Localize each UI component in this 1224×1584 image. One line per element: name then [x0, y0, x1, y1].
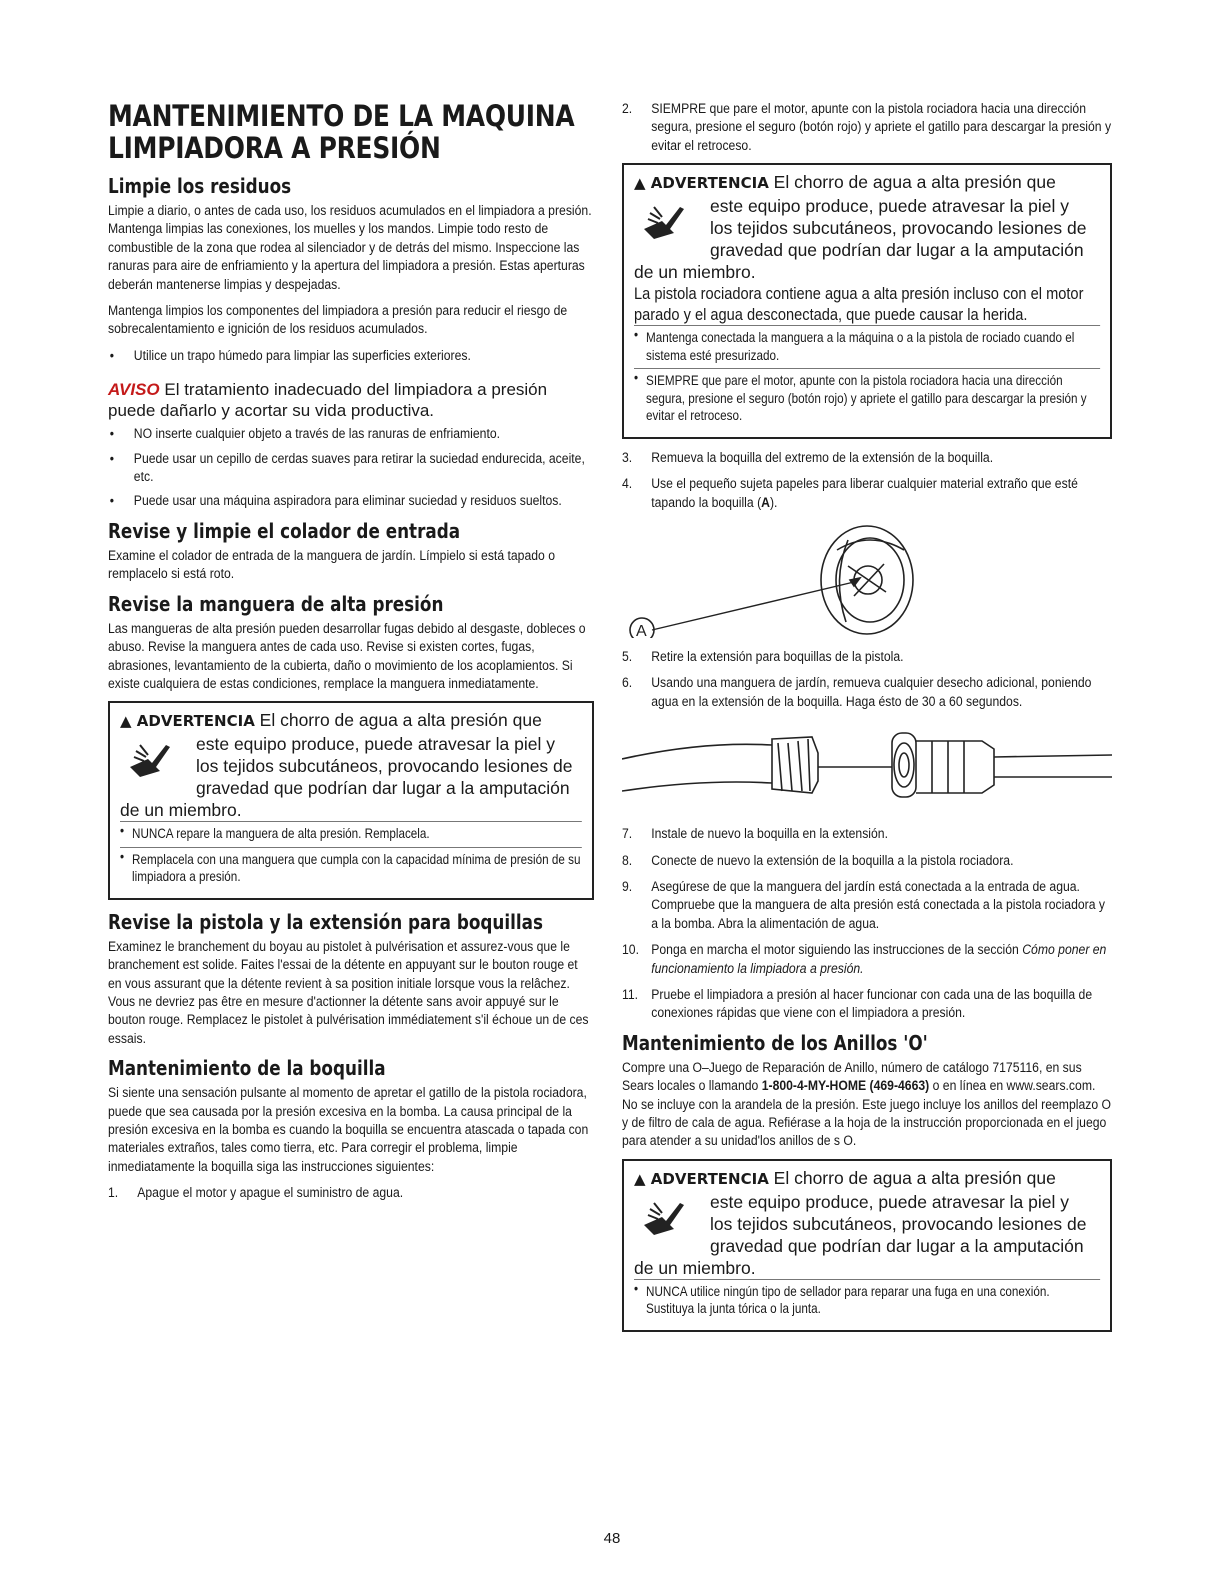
list-item: • Utilice un trapo húmedo para limpiar las superficies exteriores.: [108, 347, 594, 365]
list-item: • Remplacela con una manguera que cumpla con la capacidad mínima de presión de su limpiadora a presión.: [120, 847, 582, 886]
warning-box: ▲ ADVERTENCIA El chorro de agua a alta presión que este equipo produce, puede atravesar la piel y los tejidos subcutáneos, provocando lesiones de gravedad que podrían dar lugar a la amputación de un miembro. • NUNCA repare la manguera de alta presión. Remplacela. • Remplacela con una manguera que cumpla con la capacidad mínima de presión de su limpiadora a presión.: [108, 701, 594, 900]
notice-keyword: AVISO: [108, 380, 160, 400]
nozzle-figure: [622, 520, 1112, 638]
step-item: 8. Conecte de nuevo la extensión de la boquilla a la pistola rociadora.: [622, 852, 1014, 869]
heading-limpie-residuos: Limpie los residuos: [108, 174, 292, 198]
hose-coupling-illustration: [622, 719, 1112, 815]
heading-colador-entrada: Revise y limpie el colador de entrada: [108, 518, 461, 543]
warning-triangle-icon: ▲: [120, 712, 132, 731]
step-item: 6. Usando una manguera de jardín, remueva cualquier desecho adicional, poniendo agua en la extensión de la boquilla. Haga ésto de 30 a 60 segundos.: [622, 675, 1092, 710]
right-column: [622, 100, 1112, 1342]
heading-manguera-alta-presion: Revise la manguera de alta presión: [108, 591, 444, 616]
step-item: 11. Pruebe el limpiadora a presión al hacer funcionar con cada una de las boquilla de conexiones rápidas que viene con el limpiadora a presión.: [622, 987, 1093, 1022]
list-item: • NUNCA repare la manguera de alta presión. Remplacela.: [120, 821, 582, 843]
list-item: • Mantenga conectada la manguera a la máquina o a la pistola de rociado cuando el sistema esté presurizado.: [634, 325, 1100, 364]
heading-pistola-extension: Revise la pistola y la extensión para boquillas: [108, 909, 544, 934]
paragraph: Examine el colador de entrada de la manguera de jardín. Límpielo si está tapado o remplacelo si está roto.: [108, 547, 555, 583]
heading-mantenimiento-boquilla: Mantenimiento de la boquilla: [108, 1056, 386, 1081]
injection-hazard-icon: [640, 199, 694, 243]
list-item: • Puede usar una máquina aspiradora para eliminar suciedad y residuos sueltos.: [108, 492, 594, 510]
bullet-list: [108, 347, 594, 365]
paragraph: Las mangueras de alta presión pueden desarrollar fugas debido al desgaste, dobleces o abuso. Revise la manguera antes de cada uso. Revise si existen cortes, fugas, abrasiones, levantamiento de la cubierta, daño o movimiento de los acoplamientos. Si existe cualquiera de estas condiciones, remplace la manguera inmediatamente.: [108, 620, 586, 692]
bullet-list: [108, 425, 594, 511]
page-number: 48: [603, 1530, 621, 1547]
step-item: 5. Retire la extensión para boquillas de la pistola.: [622, 648, 904, 665]
hose-figure: [622, 719, 1112, 815]
step-item: 4. Use el pequeño sujeta papeles para liberar cualquier material extraño que esté tapando la boquilla (A).: [622, 476, 1078, 511]
paragraph: Si siente una sensación pulsante al momento de apretar el gatillo de la pistola rociadora, puede que sea causada por la presión excesiva en la bomba. La causa principal de la presión excesiva en la bomba es cuando la boquilla se encuentra atascada o tapada con materiales extraños, tales como tierra, etc. Para corregir el problema, limpie inmediatamente la boquilla siga las instrucciones siguientes:: [108, 1085, 589, 1175]
list-item: • SIEMPRE que pare el motor, apunte con la pistola rociadora hacia una dirección segura, presione el seguro (botón rojo) y apriete el gatillo para descargar la presión y evitar el retroceso.: [634, 368, 1100, 425]
step-item: 10. Ponga en marcha el motor siguiendo las instrucciones de la sección Cómo poner en funcionamiento la limpiadora a presión.: [622, 942, 1107, 977]
list-item: • NO inserte cualquier objeto a través de las ranuras de enfriamiento.: [108, 425, 594, 443]
step-item: 1. Apague el motor y apague el suministro de agua.: [108, 1185, 404, 1202]
paragraph: Compre una O–Juego de Reparación de Anillo, número de catálogo 7175116, en sus Sears locales o llamando 1-800-4-MY-HOME (469-4663) o en línea en www.sears.com. No se incluye con la arandela de la presión. Este juego incluye los anillos del reemplazo O y de filtro de cala de agua. Refiérase a la hoja de la instrucción proporcionada en el juego para atender a su unidad'los anillos de s O.: [622, 1059, 1112, 1150]
warning-triangle-icon: ▲: [634, 1169, 646, 1188]
paragraph: Limpie a diario, o antes de cada uso, los residuos acumulados en el limpiadora a presión. Mantenga limpias las conexiones, los muelles y los mandos. Limpie todo resto de combustible de la zona que rodea al silenciador y de detrás del mismo. Inspeccione las ranuras para aire de enfriamiento y la apertura del limpiadora a presión. Estas aperturas deberán mantenerse limpias y despejadas.: [108, 203, 592, 293]
figure-label-a: A: [636, 622, 647, 638]
heading-anillos-o: Mantenimiento de los Anillos 'O': [622, 1030, 928, 1055]
nozzle-illustration: [622, 520, 1112, 638]
page-title: MANTENIMIENTO DE LA MAQUINA LIMPIADORA A PRESIÓN: [108, 99, 575, 165]
warning-box: ▲ ADVERTENCIA El chorro de agua a alta presión que este equipo produce, puede atravesar la piel y los tejidos subcutáneos, provocando lesiones de gravedad que podrían dar lugar a la amputación de un miembro. • NUNCA utilice ningún tipo de sellador para reparar una fuga en una conexión. Sustituya la junta tórica o la junta.: [622, 1159, 1112, 1332]
step-item: 7. Instale de nuevo la boquilla en la extensión.: [622, 826, 888, 843]
list-item: • Puede usar un cepillo de cerdas suaves para retirar la suciedad endurecida, aceite, etc.: [108, 450, 594, 487]
paragraph: Examinez le branchement du boyau au pistolet à pulvérisation et assurez-vous que le branchement est solide. Faites l'essai de la détente en appuyant sur le bouton rouge et en vous assurant que la détente revient à sa position initiale lorsque vous la relâchez. Vous ne devriez pas être en mesure d'actionner la détente sans avoir appuyé sur le bouton rouge. Remplacez le pistolet à pulvérisation immédiatement s'il échoue un de ces essais.: [108, 938, 589, 1047]
step-item: 2. SIEMPRE que pare el motor, apunte con la pistola rociadora hacia una dirección segura, presione el seguro (botón rojo) y apriete el gatillo para descargar la presión y evitar el retroceso.: [622, 101, 1112, 154]
notice-aviso: AVISO El tratamiento inadecuado del limpiadora a presión puede dañarlo y acortar su vida productiva.: [108, 380, 548, 421]
warning-triangle-icon: ▲: [634, 174, 646, 193]
step-item: 3. Remueva la boquilla del extremo de la extensión de la boquilla.: [622, 449, 994, 466]
paragraph: Mantenga limpios los componentes del limpiadora a presión para reducir el riesgo de sobrecalentamiento e ignición de los residuos acumulados.: [108, 303, 568, 338]
list-item: • NUNCA utilice ningún tipo de sellador para reparar una fuga en una conexión. Sustituya la junta tórica o la junta.: [634, 1279, 1100, 1318]
step-item: 9. Asegúrese de que la manguera del jardín está conectada a la entrada de agua. Compruebe que la manguera de alta presión está conectada a la pistola rociadora y a la bomba. Abra la alimentación de agua.: [622, 878, 1106, 932]
left-column: [108, 96, 594, 1211]
injection-hazard-icon: [126, 737, 180, 781]
warning-box: ▲ ADVERTENCIA El chorro de agua a alta presión que este equipo produce, puede atravesar la piel y los tejidos subcutáneos, provocando lesiones de gravedad que podrían dar lugar a la amputación de un miembro. La pistola rociadora contiene agua a alta presión incluso con el motor parado y el agua desconectada, que puede causar la herida. • Mantenga conectada la manguera a la máquina o a la pistola de rociado cuando el sistema esté presurizado. • SIEMPRE que pare el motor, apunte con la pistola rociadora hacia una dirección segura, presione el seguro (botón rojo) y apriete el gatillo para descargar la presión y evitar el retroceso.: [622, 163, 1112, 439]
injection-hazard-icon: [640, 1195, 694, 1239]
